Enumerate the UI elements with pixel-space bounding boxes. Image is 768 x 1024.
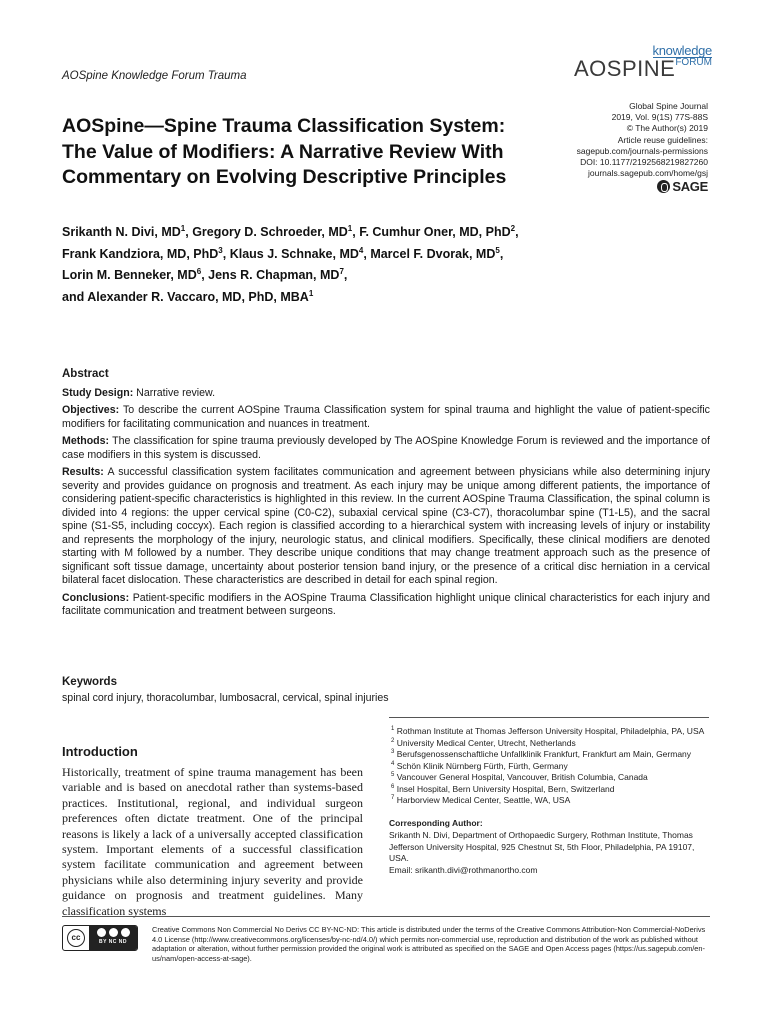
affiliation-text: Vancouver General Hospital, Vancouver, British Columbia, Canada — [396, 772, 648, 782]
study-design-label: Study Design: — [62, 386, 134, 399]
abstract — [62, 368, 710, 623]
corresponding-author-email[interactable]: Email: srikanth.divi@rothmanortho.com — [389, 864, 538, 875]
affiliation-item — [389, 761, 709, 773]
author-affiliation-number: 6 — [196, 266, 202, 276]
affiliation-number: 7 — [391, 795, 395, 802]
results-label: Results: — [62, 466, 104, 478]
author-separator: , — [185, 225, 193, 239]
keywords-section — [62, 675, 710, 705]
journal-homepage-link[interactable]: journals.sagepub.com/home/gsj — [587, 168, 708, 179]
author-separator: , — [363, 246, 371, 261]
introduction-heading: Introduction — [62, 744, 138, 759]
journal-info — [577, 101, 708, 179]
affiliation-text: Berufsgenossenschaftliche Unfallklinik Frankfurt, Frankfurt am Main, Germany — [396, 749, 692, 759]
sage-icon — [657, 180, 670, 193]
author-affiliation-number: 5 — [495, 245, 500, 255]
author-name: Gregory D. Schroeder, MD — [192, 225, 348, 239]
aospine-knowledge-forum-logo — [572, 44, 712, 82]
objectives-label: Objectives: — [62, 404, 120, 416]
affiliation-number: 1 — [391, 726, 395, 733]
author-affiliation-number: 2 — [510, 223, 516, 233]
running-head: AOSpine Knowledge Forum Trauma — [62, 70, 247, 82]
abstract-conclusions — [62, 592, 710, 619]
methods-text: The classification for spine trauma previously developed by The AOSpine Knowledge Forum is reviewed and the importance of case modifiers in this system is discussed. — [62, 435, 710, 461]
sage-logo-text: SAGE — [672, 179, 708, 194]
author-separator: , — [222, 246, 230, 261]
affiliation-number: 5 — [391, 772, 395, 779]
methods-label: Methods: — [62, 435, 110, 447]
affiliation-item — [389, 795, 709, 807]
introduction-section — [62, 744, 363, 919]
abstract-study-design — [62, 387, 710, 401]
corresponding-author-heading: Corresponding Author: — [389, 817, 483, 828]
affiliation-item — [389, 772, 709, 784]
author-name: Frank Kandziora, MD, PhD — [62, 246, 219, 261]
doi[interactable]: DOI: 10.1177/2192568219827260 — [580, 157, 708, 168]
author-affiliation-number: 1 — [308, 288, 314, 298]
logo-knowledge-text: knowledge — [652, 43, 712, 58]
license-text: Creative Commons Non Commercial No Derivs CC BY-NC-ND: This article is distributed under the terms of the Creative Commons Attribution-Non Commercial-NoDerivs 4.0 License (http://www.creativecommons.org/licenses/by-nc-nd/4.0/) which permits non-commercial use, reproduction and distribution of the work as published without adaptation or alteration, without further permission provided the original work is attributed as specified on the SAGE and Open Access pages (https://us.sagepub.com/en-us/nam/open-access-at-sage). — [152, 925, 706, 963]
author-affiliation-number: 4 — [358, 245, 364, 255]
author-affiliation-number: 3 — [218, 245, 223, 255]
results-text: A successful classification system facilitates communication and agreement between physicians while also determining injury severity and provides guidance on prognosis and treatment. As each injury may be unique among different patients, the importance of considering patient-specific characteristics is highlighted in this review. In the current AOSpine Trauma Classification, the spinal column is divided into 4 regions: the upper cervical spine (C0-C2), subaxial cervical spine (C3-C7), thoracolumbar spine (T1-L5), and the sacral spine (S1-S5, including coccyx). Each region is classified according to a hierarchical system with increasing levels of injury or instability and represents the morphology of the injury, neurologic status, and clinical modifiers. Specifically, these clinical modifiers are denoted starting with M followed by a number. They describe unique conditions that may change treatment approach such as the presence of significant soft tissue damage, uncertainty about posterior tension band injury, or the presence of a critical disc herniation in a cervical bilateral facet dislocation. These characteristics are described in detail for each spinal region. — [62, 466, 710, 586]
affiliation-number: 2 — [391, 737, 395, 744]
author-name: and Alexander R. Vaccaro, MD, PhD, MBA — [62, 289, 309, 304]
reuse-guidelines: Article reuse guidelines: — [617, 134, 708, 145]
affiliation-number: 3 — [391, 749, 395, 756]
permissions-link[interactable]: sagepub.com/journals-permissions — [576, 145, 708, 156]
author-name: Lorin M. Benneker, MD — [62, 268, 197, 282]
logo-aospine-text: AOSPINE — [574, 56, 676, 81]
nd-icon — [121, 928, 130, 937]
logo-forum-text: FORUM — [675, 57, 712, 68]
objectives-text: To describe the current AOSpine Trauma Classification system for spinal trauma and highlight the value of patient-specific modifiers for facilitating communication and nuances in treatment. — [62, 404, 710, 430]
author-name: F. Cumhur Oner, MD, PhD — [359, 225, 511, 239]
journal-volume: 2019, Vol. 9(1S) 77S-88S — [611, 112, 708, 123]
conclusions-label: Conclusions: — [62, 591, 130, 604]
author-affiliation-number: 1 — [347, 223, 353, 233]
author-name: Marcel F. Dvorak, MD — [370, 246, 496, 261]
abstract-objectives — [62, 404, 710, 431]
keywords-text: spinal cord injury, thoracolumbar, lumbosacral, cervical, spinal injuries — [62, 692, 389, 704]
cc-badge-tags: BY NC ND — [98, 939, 128, 946]
by-icon — [97, 928, 106, 937]
affiliation-item — [389, 784, 709, 796]
abstract-methods — [62, 435, 710, 462]
affiliation-text: Insel Hospital, Bern University Hospital, Bern, Switzerland — [396, 783, 615, 794]
author-affiliation-number: 1 — [180, 223, 186, 233]
journal-name: Global Spine Journal — [629, 101, 708, 111]
author-separator: , — [201, 268, 209, 282]
study-design-text: Narrative review. — [136, 386, 216, 399]
author-name: Jens R. Chapman, MD — [208, 268, 340, 282]
author-name: Srikanth N. Divi, MD — [62, 225, 181, 239]
affiliations-footnotes — [389, 717, 709, 876]
corresponding-author-address: Srikanth N. Divi, Department of Orthopaedic Surgery, Rothman Institute, Thomas Jefferson University Hospital, 925 Chestnut St, 5th Floor, Philadelphia, PA 19107, USA. — [389, 830, 695, 863]
author-name: Klaus J. Schnake, MD — [229, 246, 359, 261]
journal-copyright: © The Author(s) 2019 — [626, 123, 708, 134]
author-separator: , — [515, 225, 519, 239]
author-list — [62, 222, 662, 308]
author-separator: , — [343, 268, 348, 282]
author-affiliation-number: 7 — [339, 266, 344, 276]
affiliation-item — [389, 738, 709, 750]
affiliation-text: Harborview Medical Center, Seattle, WA, USA — [396, 795, 571, 805]
abstract-results — [62, 466, 710, 588]
affiliation-number: 4 — [391, 760, 395, 767]
keywords-heading: Keywords — [62, 676, 117, 688]
affiliation-item — [389, 749, 709, 761]
author-separator: , — [352, 225, 360, 239]
sage-logo — [657, 179, 708, 194]
introduction-text: Historically, treatment of spine trauma management has been variable and is based on anecdotal rather than systems-based practices. Institutional, regional, and individual surgeon preferences often dictate treatment. One of the principal reasons is likely a lack of a universally accepted classification system. Important elements of a successful classification system facilitate communication and agreement between physicians while also determining injury severity and provide guidance on prognosis and treatment guidelines. Many classification systems — [62, 765, 363, 918]
nc-icon — [109, 928, 118, 937]
affiliation-text: Schön Klinik Nürnberg Fürth, Fürth, Germany — [396, 760, 568, 771]
affiliation-item — [389, 726, 709, 738]
affiliation-text: Rothman Institute at Thomas Jefferson University Hospital, Philadelphia, PA, USA — [396, 726, 705, 736]
article-title: AOSpine—Spine Trauma Classification System: The Value of Modifiers: A Narrative Review With Commentary on Evolving Descriptive Principles — [62, 115, 507, 188]
abstract-heading: Abstract — [62, 368, 109, 380]
affiliation-number: 6 — [391, 783, 395, 790]
conclusions-text: Patient-specific modifiers in the AOSpine Trauma Classification highlight unique clinical characteristics for each injury and facilitate communication and treatment between surgeons. — [62, 591, 710, 617]
affiliation-text: University Medical Center, Utrecht, Netherlands — [396, 737, 576, 748]
author-separator: , — [499, 246, 504, 261]
affiliation-list — [389, 726, 709, 807]
cc-by-nc-nd-badge[interactable] — [62, 925, 138, 951]
license-section — [62, 916, 710, 963]
cc-icon: cc — [63, 925, 89, 951]
